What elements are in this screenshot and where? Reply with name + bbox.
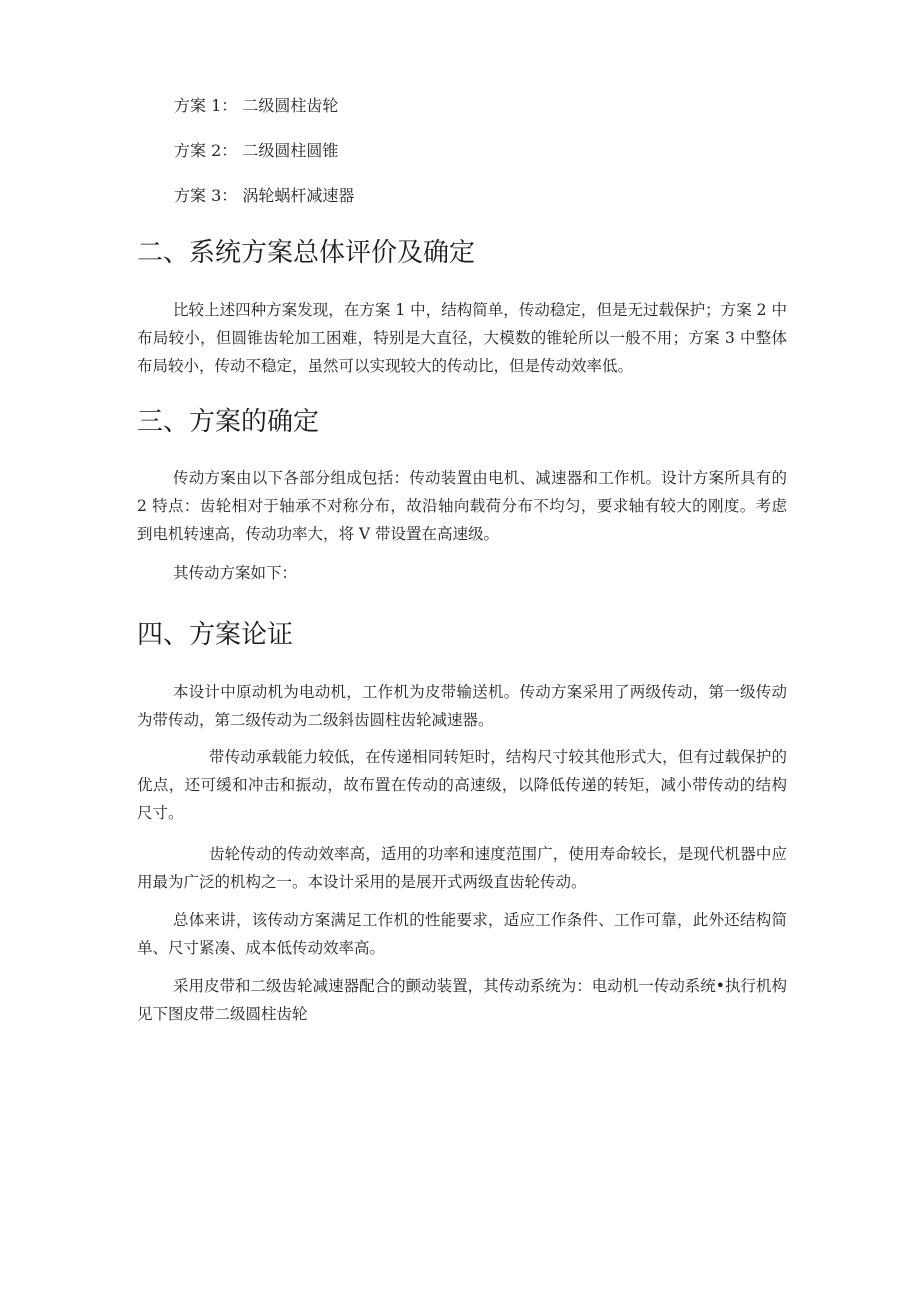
section-4-paragraph-4: 总体来讲，该传动方案满足工作机的性能要求，适应工作条件、工作可靠，此外还结构简单、尺寸紧凑、成本低传动效率高。 (137, 911, 787, 957)
section-4-heading: 四、方案论证 (137, 620, 294, 650)
scheme-3-line: 方案 3： 涡轮蜗杆减速器 (174, 186, 355, 205)
section-4-paragraph-1: 本设计中原动机为电动机，工作机为皮带输送机。传动方案采用了两级传动，第一级传动为带传动，第二级传动为二级斜齿圆柱齿轮减速器。 (137, 683, 787, 729)
section-2-heading: 二、系统方案总体评价及确定 (137, 238, 476, 268)
section-3-paragraph-2: 其传动方案如下： (173, 564, 298, 582)
section-4-paragraph-2: 带传动承载能力较低，在传递相同转矩时，结构尺寸较其他形式大，但有过载保护的优点，还可缓和冲击和振动，故布置在传动的高速级，以降低传递的转矩，减小带传动的结构尺寸。 (137, 748, 787, 822)
section-4-paragraph-5: 采用皮带和二级齿轮减速器配合的颤动装置，其传动系统为：电动机一传动系统•执行机构见下图皮带二级圆柱齿轮 (137, 977, 787, 1023)
section-3-paragraph-1: 传动方案由以下各部分组成包括：传动装置由电机、减速器和工作机。设计方案所具有的 2 特点：齿轮相对于轴承不对称分布，故沿轴向载荷分布不均匀，要求轴有较大的刚度。考虑到电机转速高，传动功率大，将 V 带设置在高速级。 (137, 469, 787, 543)
section-3-heading: 三、方案的确定 (137, 407, 320, 437)
section-2-paragraph: 比较上述四种方案发现，在方案 1 中，结构简单，传动稳定，但是无过载保护；方案 2 中布局较小，但圆锥齿轮加工困难，特别是大直径，大模数的锥轮所以一般不用；方案 3 中整体布局较小，传动不稳定，虽然可以实现较大的传动比，但是传动效率低。 (137, 301, 787, 375)
section-4-paragraph-3: 齿轮传动的传动效率高，适用的功率和速度范围广，使用寿命较长，是现代机器中应用最为广泛的机构之一。本设计采用的是展开式两级直齿轮传动。 (137, 845, 787, 891)
scheme-2-line: 方案 2： 二级圆柱圆锥 (174, 141, 339, 160)
scheme-1-line: 方案 1： 二级圆柱齿轮 (174, 96, 339, 115)
